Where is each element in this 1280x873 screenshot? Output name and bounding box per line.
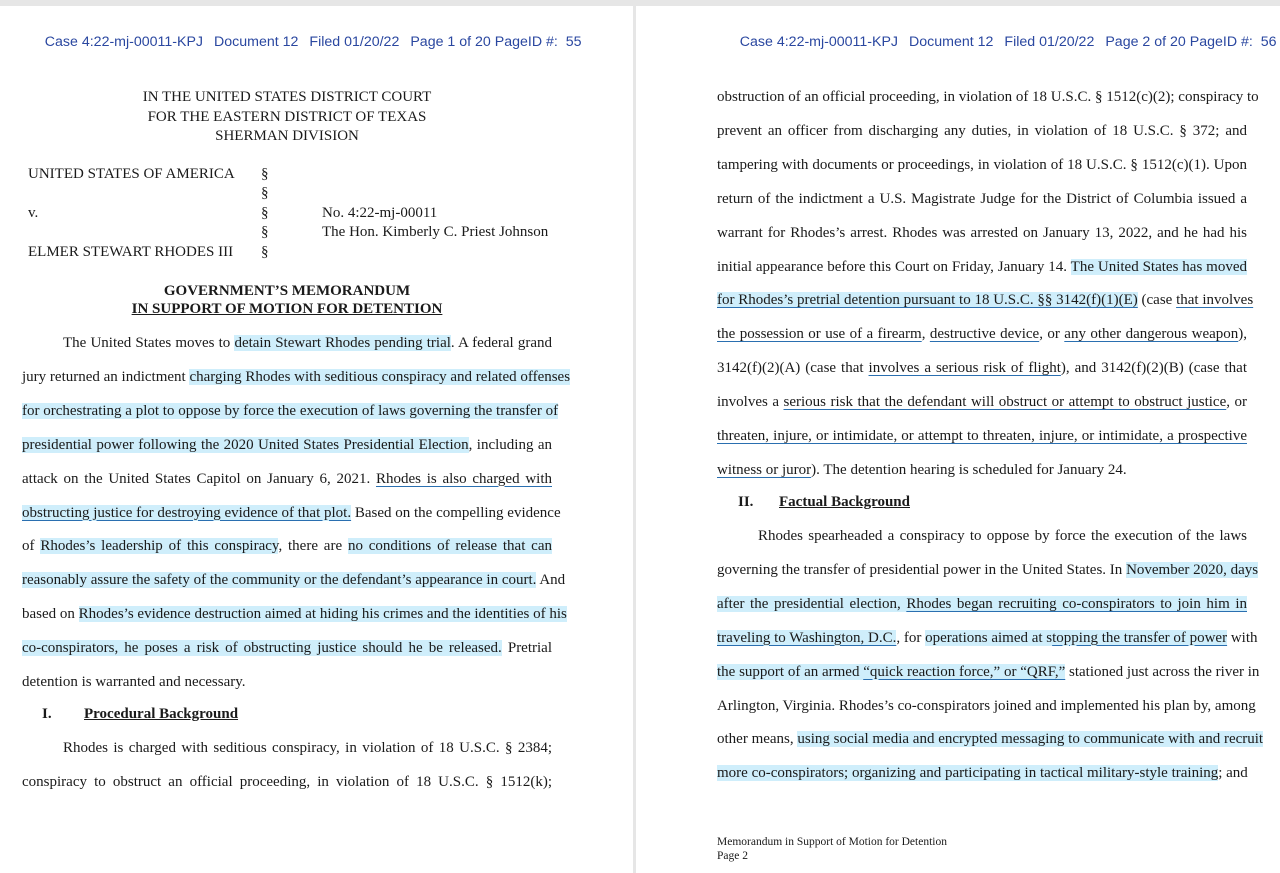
highlighted-text: for Rhodes’s pretrial detention pursuant to 18 U.S.C. §§ 3142(f)(1)(E): [717, 292, 1138, 309]
text-run: detention is warranted and necessary.: [22, 674, 246, 690]
text-line: [717, 360, 1247, 377]
section-symbol: §: [261, 205, 269, 221]
text-line: [717, 259, 1247, 276]
text-run: tampering with documents or proceedings, in violation of 18 U.S.C. § 1512(c)(1). Upon: [717, 156, 1247, 173]
text-line: [717, 225, 1247, 242]
text-run: ; and: [1218, 765, 1248, 782]
underlined-text: witness or juror: [717, 461, 812, 478]
text-line: [22, 774, 552, 791]
highlighted-text: November 2020, days: [1126, 561, 1259, 578]
text-line: [717, 765, 1247, 782]
highlighted-text: topping the transfer of power: [1052, 629, 1228, 646]
text-line: [22, 471, 552, 488]
document-page-2: [636, 6, 1280, 873]
text-line: [717, 697, 1256, 715]
highlighted-text: more co-conspirators; organizing and participating in tactical military-style training: [717, 765, 1219, 782]
text-run: attack on the United States Capitol on January 6, 2021.: [22, 470, 376, 487]
highlighted-text: the support of an armed: [717, 663, 864, 680]
underlined-text: the possession or use of a firearm: [717, 326, 922, 343]
text-line: [717, 292, 1254, 309]
highlighted-text: Rhodes’s evidence destruction aimed at hiding his crimes and the identities of his: [78, 606, 567, 623]
text-run: , including an: [468, 436, 552, 453]
text-run: Arlington, Virginia. Rhodes’s co-conspirators joined and implemented his plan by, among: [717, 697, 1256, 714]
highlighted-text: Rhodes began recruiting co-conspirators to join him in: [906, 595, 1247, 612]
text-run: Pretrial: [501, 640, 552, 657]
underlined-text: any other dangerous weapon: [1064, 326, 1239, 343]
footer-title: Memorandum in Support of Motion for Detention: [717, 836, 947, 848]
highlighted-text: presidential power following the 2020 United States Presidential Election: [22, 436, 469, 453]
filed-date: Filed 01/20/22: [1004, 34, 1095, 50]
text-line: [717, 394, 1247, 411]
text-line: [717, 191, 1247, 208]
underlined-text: Rhodes is also charged with: [376, 470, 552, 487]
text-run: involves a: [717, 394, 784, 411]
caption-plaintiff: UNITED STATES OF AMERICA: [28, 166, 235, 182]
court-line: SHERMAN DIVISION: [215, 128, 359, 144]
text-run: . A federal grand: [450, 335, 552, 351]
text-run: ), and 3142(f)(2)(B) (case that: [1060, 360, 1247, 377]
text-line: [717, 428, 1247, 445]
text-run: initial appearance before this Court on Friday, January 14.: [717, 258, 1071, 275]
document-number: Document 12: [214, 34, 299, 50]
text-run: warrant for Rhodes’s arrest. Rhodes was arrested on January 13, 2022, and he had his: [717, 224, 1247, 241]
text-line: [22, 504, 561, 522]
highlighted-text: reasonably assure the safety of the community or the defendant’s appearance in court.: [22, 572, 537, 589]
text-run: ,: [921, 326, 930, 343]
caption-judge: The Hon. Kimberly C. Priest Johnson: [322, 224, 549, 240]
highlighted-text: using social media and encrypted messaging to communicate with and recruit: [797, 731, 1264, 748]
document-number: Document 12: [909, 34, 994, 50]
underlined-text: serious risk that the defendant will obstruct or attempt to obstruct justice: [783, 394, 1227, 411]
case-number: Case 4:22-mj-00011-KPJ: [739, 34, 899, 50]
text-run: , there are: [278, 538, 348, 555]
highlighted-text: for orchestrating a plot to oppose by force the execution of laws governing the transfer of: [22, 402, 559, 419]
text-run: prevent an officer from discharging any duties, in violation of 18 U.S.C. § 372; and: [717, 122, 1247, 139]
underlined-text: involves a serious risk of flight: [868, 360, 1061, 377]
text-run: , for: [896, 629, 926, 646]
title-line: GOVERNMENT’S MEMORANDUM: [163, 283, 411, 299]
text-line: [22, 640, 552, 657]
highlighted-text: no conditions of release that can: [347, 538, 553, 555]
highlighted-text: detain Stewart Rhodes pending trial: [234, 335, 451, 351]
caption-defendant: ELMER STEWART RHODES III: [28, 244, 234, 260]
filed-date: Filed 01/20/22: [309, 34, 400, 50]
text-run: Rhodes is charged with seditious conspiracy, in violation of 18 U.S.C. § 2384;: [63, 740, 552, 756]
page-footer: [717, 835, 947, 863]
text-run: other means,: [717, 731, 798, 748]
text-line: [717, 596, 1247, 613]
section-symbol: §: [261, 244, 269, 260]
highlighted-text: traveling to Washington, D.C.: [717, 629, 897, 646]
page-id: Page 1 of 20 PageID #: 55: [410, 34, 582, 50]
text-run: , or: [1039, 326, 1065, 343]
text-line: [758, 528, 1247, 545]
highlighted-text: obstructing justice for destroying evidence of that plot.: [22, 504, 352, 521]
text-line: [717, 157, 1247, 174]
document-title: [0, 282, 574, 318]
text-run: Based on the compelling evidence: [351, 504, 561, 521]
page-2-header: [724, 18, 1280, 66]
court-heading: [0, 88, 574, 147]
section-symbol: §: [261, 185, 269, 201]
text-run: Rhodes spearheaded a conspiracy to oppose by force the execution of the laws: [758, 528, 1247, 544]
text-run: The United States moves to: [63, 335, 235, 351]
text-line: [717, 89, 1259, 106]
text-line: [717, 123, 1247, 140]
section-number: I.: [42, 706, 52, 722]
text-run: conspiracy to obstruct an official proceeding, in violation of 18 U.S.C. § 1512(k);: [22, 774, 552, 790]
highlighted-text: operations aimed at s: [925, 629, 1053, 646]
text-line: [717, 462, 1127, 479]
text-run: of: [22, 538, 41, 555]
text-run: with: [1227, 629, 1258, 646]
underlined-text: destructive device: [929, 326, 1040, 343]
highlighted-text: charging Rhodes with seditious conspiracy and related offenses: [189, 368, 571, 385]
case-number: Case 4:22-mj-00011-KPJ: [44, 34, 204, 50]
text-run: 3142(f)(2)(A) (case that: [717, 360, 869, 377]
section-number: II.: [738, 494, 754, 510]
section-symbol: §: [261, 166, 269, 182]
underlined-text: that involves: [1176, 292, 1254, 309]
text-run: jury returned an indictment: [22, 368, 190, 385]
highlighted-text: co-conspirators, he poses a risk of obstructing justice should he be released.: [22, 640, 502, 657]
text-run: ),: [1238, 326, 1248, 343]
text-run: return of the indictment a U.S. Magistrate Judge for the District of Columbia issued a: [717, 190, 1247, 207]
underlined-text: threaten, injure, or intimidate, or attempt to threaten, injure, or intimidate, a prospective: [717, 428, 1247, 444]
text-run: stationed just across the river in: [1065, 663, 1260, 680]
footer-page-number: Page 2: [717, 850, 748, 862]
section-symbol: §: [261, 224, 269, 240]
text-line: [717, 663, 1260, 681]
text-line: [63, 740, 552, 757]
text-run: , or: [1226, 394, 1247, 411]
text-line: [22, 538, 552, 555]
text-line: [22, 572, 566, 589]
section-heading: Procedural Background: [84, 706, 239, 722]
highlighted-text: after the presidential election,: [717, 595, 907, 612]
caption-case-no: No. 4:22-mj-00011: [322, 205, 438, 221]
page-1-header: [29, 18, 593, 66]
page-id: Page 2 of 20 PageID #: 56: [1105, 34, 1277, 50]
text-run: obstruction of an official proceeding, in violation of 18 U.S.C. § 1512(c)(2); conspiracy to: [717, 89, 1259, 105]
caption-versus: v.: [28, 205, 39, 221]
text-line: [717, 731, 1264, 748]
court-line: FOR THE EASTERN DISTRICT OF TEXAS: [147, 108, 427, 125]
highlighted-text: The United States has moved: [1070, 258, 1248, 275]
text-line: [717, 561, 1259, 579]
text-line: [717, 326, 1247, 343]
text-run: And: [536, 572, 566, 589]
text-run: ). The detention hearing is scheduled for January 24.: [811, 461, 1127, 478]
highlighted-text: “quick reaction force,” or “QRF,”: [863, 663, 1066, 680]
text-run: (case: [1137, 292, 1177, 309]
text-run: based on: [22, 606, 79, 623]
text-line: [22, 437, 552, 454]
text-line: [717, 629, 1258, 647]
text-line: [22, 606, 567, 623]
section-heading: Factual Background: [779, 494, 910, 510]
text-run: governing the transfer of presidential power in the United States. In: [717, 561, 1127, 578]
text-line: [22, 402, 559, 420]
highlighted-text: Rhodes’s leadership of this conspiracy: [40, 538, 279, 555]
court-line: IN THE UNITED STATES DISTRICT COURT: [142, 89, 432, 105]
text-line: [22, 368, 571, 386]
document-page-1: [0, 6, 633, 873]
text-line: [22, 674, 246, 691]
text-line: [63, 335, 552, 352]
title-line: IN SUPPORT OF MOTION FOR DETENTION: [131, 301, 443, 317]
